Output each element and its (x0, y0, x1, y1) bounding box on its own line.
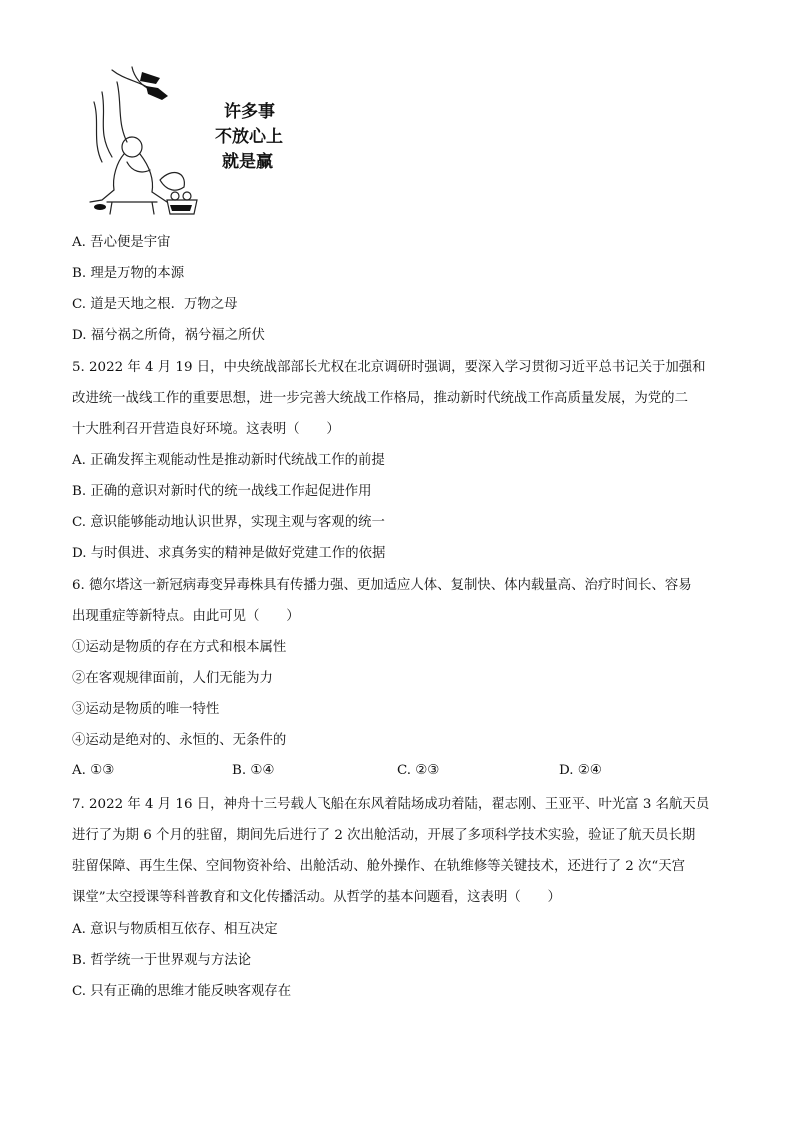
cartoon-illustration (72, 62, 302, 222)
q6-option-c: C. ②③ (397, 763, 440, 778)
q5-stem-line-1: 5. 2022 年 4 月 19 日，中央统战部部长尤权在北京调研时强调，要深入学习贯彻习近平总书记关于加强和 (72, 360, 706, 375)
q6-stem-line-1: 6. 德尔塔这一新冠病毒变异毒株具有传播力强、更加适应人体、复制快、体内载量高、治疗时间长、容易 (72, 578, 692, 593)
q6-statement-4: ④运动是绝对的、永恒的、无条件的 (72, 733, 287, 748)
q6-stem-line-2: 出现重症等新特点。由此可见（ ） (72, 609, 300, 624)
q7-option-b: B. 哲学统一于世界观与方法论 (72, 953, 252, 968)
caption-line-3: 就是赢 (222, 152, 273, 172)
q7-option-a: A. 意识与物质相互依存、相互决定 (72, 922, 278, 937)
caption-line-2: 不放心上 (215, 127, 283, 147)
q6-statement-1: ①运动是物质的存在方式和根本属性 (72, 640, 287, 655)
q4-option-b: B. 理是万物的本源 (72, 266, 185, 281)
q6-statement-2: ②在客观规律面前，人们无能为力 (72, 671, 273, 686)
q6-options-row (72, 763, 722, 783)
q5-stem-line-2: 改进统一战线工作的重要思想，进一步完善大统战工作格局，推动新时代统战工作高质量发展，为党的二 (72, 391, 688, 406)
q5-option-d: D. 与时俱进、求真务实的精神是做好党建工作的依据 (72, 546, 386, 561)
q5-option-a: A. 正确发挥主观能动性是推动新时代统战工作的前提 (72, 453, 385, 468)
q4-option-a: A. 吾心便是宇宙 (72, 235, 171, 250)
q6-option-a: A. ①③ (72, 763, 115, 778)
q6-option-b: B. ①④ (232, 763, 275, 778)
q7-stem-line-4: 课堂”太空授课等科普教育和文化传播活动。从哲学的基本问题看，这表明（ ） (72, 890, 561, 905)
q5-option-c: C. 意识能够能动地认识世界，实现主观与客观的统一 (72, 515, 385, 530)
q7-stem-line-1: 7. 2022 年 4 月 16 日，神舟十三号载人飞船在东风着陆场成功着陆，翟志刚、王亚平、叶光富 3 名航天员 (72, 797, 710, 812)
q5-stem-line-3: 十大胜利召开营造良好环境。这表明（ ） (72, 422, 340, 437)
q4-option-d: D. 福兮祸之所倚，祸兮福之所伏 (72, 328, 265, 343)
caption-line-1: 许多事 (224, 102, 275, 122)
q6-statement-3: ③运动是物质的唯一特性 (72, 702, 220, 717)
q7-stem-line-3: 驻留保障、再生生保、空间物资补给、出舱活动、舱外操作、在轨维修等关键技术，还进行了 2 次“天宫 (72, 859, 686, 874)
q6-option-d: D. ②④ (559, 763, 602, 778)
q5-option-b: B. 正确的意识对新时代的统一战线工作起促进作用 (72, 484, 372, 499)
q7-stem-line-2: 进行了为期 6 个月的驻留，期间先后进行了 2 次出舱活动，开展了多项科学技术实验，验证了航天员长期 (72, 828, 696, 843)
q7-option-c: C. 只有正确的思维才能反映客观存在 (72, 984, 292, 999)
q4-option-c: C. 道是天地之根．万物之母 (72, 297, 238, 312)
